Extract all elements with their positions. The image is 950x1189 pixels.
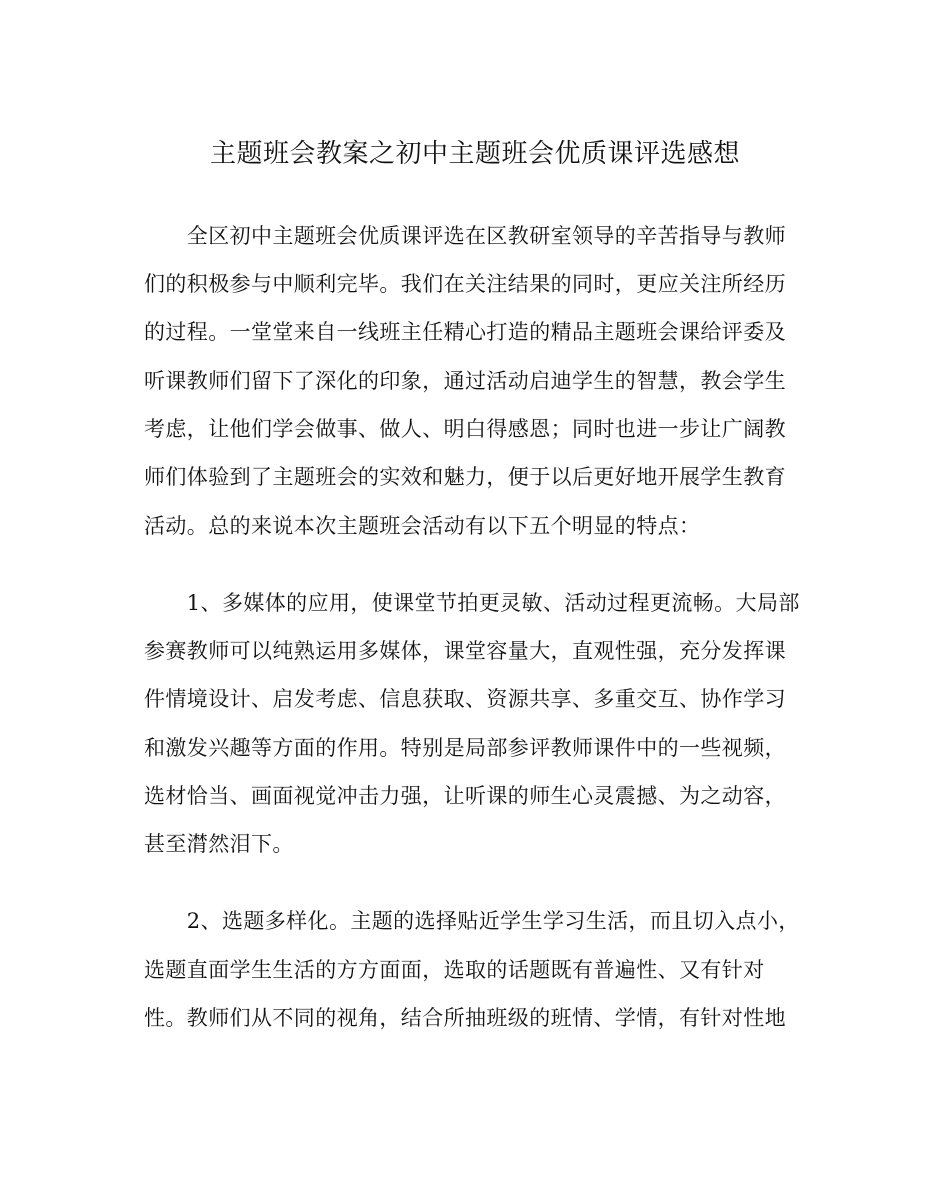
paragraph-line: 件情境设计、启发考虑、信息获取、资源共享、多重交互、协作学习 xyxy=(144,687,786,711)
paragraph-line: 甚至潸然泪下。 xyxy=(144,832,294,856)
paragraph-line: 性。教师们从不同的视角，结合所抽班级的班情、学情，有针对性地 xyxy=(144,1006,786,1030)
paragraph-line: 选题直面学生生活的方方面面，选取的话题既有普遍性、又有针对 xyxy=(144,958,765,982)
paragraph-line: 1、多媒体的应用，使课堂节拍更灵敏、活动过程更流畅。大局部 xyxy=(144,591,800,615)
paragraph-line: 和激发兴趣等方面的作用。特别是局部参评教师课件中的一些视频， xyxy=(144,736,786,760)
paragraph-line: 参赛教师可以纯熟运用多媒体，课堂容量大，直观性强，充分发挥课 xyxy=(144,639,786,663)
paragraph-line: 考虑，让他们学会做事、做人、明白得感恩；同时也进一步让广阔教 xyxy=(144,417,786,441)
paragraph-line: 选材恰当、画面视觉冲击力强，让听课的师生心灵震撼、为之动容， xyxy=(144,784,786,808)
paragraph-line: 的过程。一堂堂来自一线班主任精心打造的精品主题班会课给评委及 xyxy=(144,320,786,344)
paragraph-line: 师们体验到了主题班会的实效和魅力，便于以后更好地开展学生教育 xyxy=(144,465,786,489)
paragraph-line: 活动。总的来说本次主题班会活动有以下五个明显的特点： xyxy=(144,514,701,538)
paragraph-line: 2、选题多样化。主题的选择贴近学生学习生活，而且切入点小， xyxy=(144,909,800,933)
paragraph-line: 全区初中主题班会优质课评选在区教研室领导的辛苦指导与教师 xyxy=(144,224,786,248)
paragraph-line: 们的积极参与中顺利完毕。我们在关注结果的同时，更应关注所经历 xyxy=(144,272,786,296)
document-title: 主题班会教案之初中主题班会优质课评选感想 xyxy=(209,139,740,169)
paragraph-line: 听课教师们留下了深化的印象，通过活动启迪学生的智慧，教会学生 xyxy=(144,369,786,393)
